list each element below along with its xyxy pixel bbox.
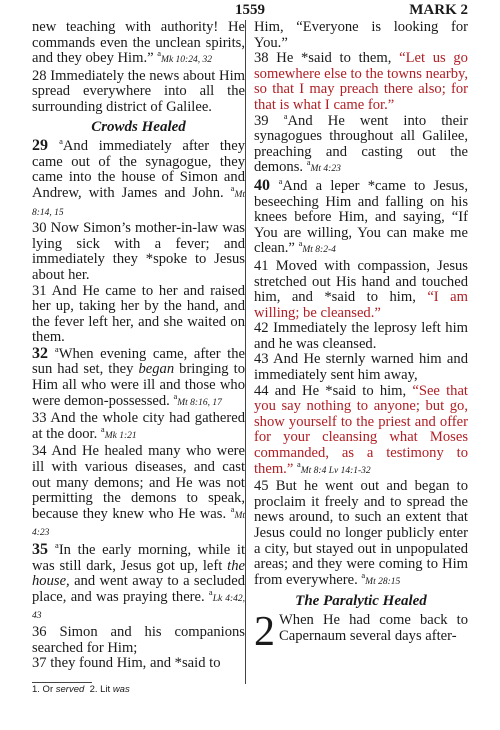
- verse-33: 33 And the whole city had gathered at the door. $^a$Mk 1:21: [32, 410, 246, 442]
- verse-39: 39 $^a$And He went into their synagogues throughout all Galilee, preaching and casting out the demons. $^a$Mt 4:23: [254, 110, 468, 176]
- cross-reference: Mt 8:4 Lv 14:1-32: [300, 465, 371, 476]
- section-heading: Crowds Healed: [91, 118, 186, 135]
- left-column: [32, 20, 245, 672]
- verse-41: 41 Moved with compassion, Jesus stretched out His hand and touched him, and *said to him, “I am willing; be cleansed.”: [254, 257, 468, 321]
- verse-36: 36 Simon and his companions searched for Him;: [32, 623, 245, 656]
- footnote-divider: [32, 682, 92, 683]
- verse-29: 29 $^a$And immediately after they came out of the synagogue, they came into the house of Simon and Andrew, with James and John. $^a$Mt 8:14, 15: [32, 136, 246, 218]
- words-of-jesus: “Let us go somewhere else to the towns nearby, so that I may preach there also; for that is what I came for.”: [254, 50, 468, 113]
- verse-38: 38 He *said to them, “Let us go somewhere else to the towns nearby, so that I may preach there also; for that is what I came for.”: [254, 50, 468, 113]
- verse-42: 42 Immediately the leprosy left him and he was cleansed.: [254, 320, 468, 352]
- right-column: [254, 19, 469, 655]
- cross-reference: Lk 4:42, 43: [32, 593, 245, 622]
- verse-35: 35 $^a$In the early morning, while it was still dark, Jesus got up, left the house, and went away to a secluded place, and was praying there. $^a$Lk 4:42, 43: [32, 540, 245, 622]
- cross-reference: Mt 8:14, 15: [32, 189, 245, 218]
- verse-31: 31 And He came to her and raised her up, taking her by the hand, and the fever left her, and she waited on them.: [32, 282, 245, 346]
- words-of-jesus: “I am willing; be cleansed.”: [254, 289, 468, 321]
- verse-37: 37 they found Him, and *said to: [32, 655, 221, 672]
- words-of-jesus: “See that you say nothing to anyone; but go, show yourself to the priest and offer for your cleansing what Moses commanded, as a testimony to them.”: [254, 382, 468, 477]
- verse-45: 45 But he went out and began to proclaim it freely and to spread the news around, to such an extent that Jesus could no longer publicly enter a city, but stayed out in unpopulated areas; and they were coming to Him from everywhere. $^a$Mt 28:15: [254, 478, 468, 588]
- book-chapter-title: MARK 2: [409, 2, 468, 18]
- cross-reference: Mk 1:21: [104, 430, 137, 441]
- verse-43: 43 And He sternly warned him and immediately sent him away,: [254, 351, 468, 384]
- verse-34: 34 And He healed many who were ill with various diseases, and cast out many demons; and He was not permitting the demons to speak, because they knew who He was. $^a$Mt 4:23: [32, 443, 246, 539]
- verse-28: 28 Immediately the news about Him spread everywhere into all the surrounding district of Galilee.: [32, 67, 245, 115]
- chapter-number: 2: [254, 608, 275, 655]
- footnotes: 1. Or served 2. Lit was: [32, 684, 130, 695]
- cross-reference: Mt 8:2-4: [302, 245, 336, 256]
- page-number: 1559: [235, 2, 265, 18]
- chapter-2-verse-1: 2 When He had come back to Capernaum several days after-: [254, 608, 468, 655]
- cross-reference: Mt 28:15: [365, 576, 401, 587]
- cross-reference: Mt 4:23: [32, 510, 245, 539]
- verse-continuation: new teaching with authority! He commands even the unclean spirits, and they obey Him.” $^a$Mk 10:24, 32: [32, 19, 245, 67]
- verse-30: 30 Now Simon’s mother-in-law was lying sick with a fever; and immediately they *spoke to Jesus about her.: [32, 220, 245, 283]
- verse-32: 32 $^a$When evening came, after the sun had set, they began bringing to Him all who were ill and those who were demon-possessed. $^a$Mt 8:16, 17: [32, 344, 245, 409]
- verse-40: 40 $^a$And a leper *came to Jesus, beseeching Him and falling on his knees before Him, and saying, “If You are willing, You can make me clean.” $^a$Mt 8:2-4: [254, 176, 469, 257]
- column-divider: [245, 20, 246, 684]
- verse-37-continuation: Him, “Everyone is looking for You.”: [254, 19, 468, 51]
- cross-reference: Mk 10:24, 32: [161, 55, 212, 66]
- cross-reference: Mt 8:16, 17: [177, 397, 222, 408]
- section-heading: The Paralytic Healed: [295, 593, 427, 610]
- verse-44: 44 and He *said to him, “See that you say nothing to anyone; but go, show yourself to the priest and offer for your cleansing what Moses commanded, as a testimony to them.” $^a$Mt 8:4 Lv 14:1-32: [254, 382, 468, 477]
- cross-reference: Mt 4:23: [310, 164, 341, 175]
